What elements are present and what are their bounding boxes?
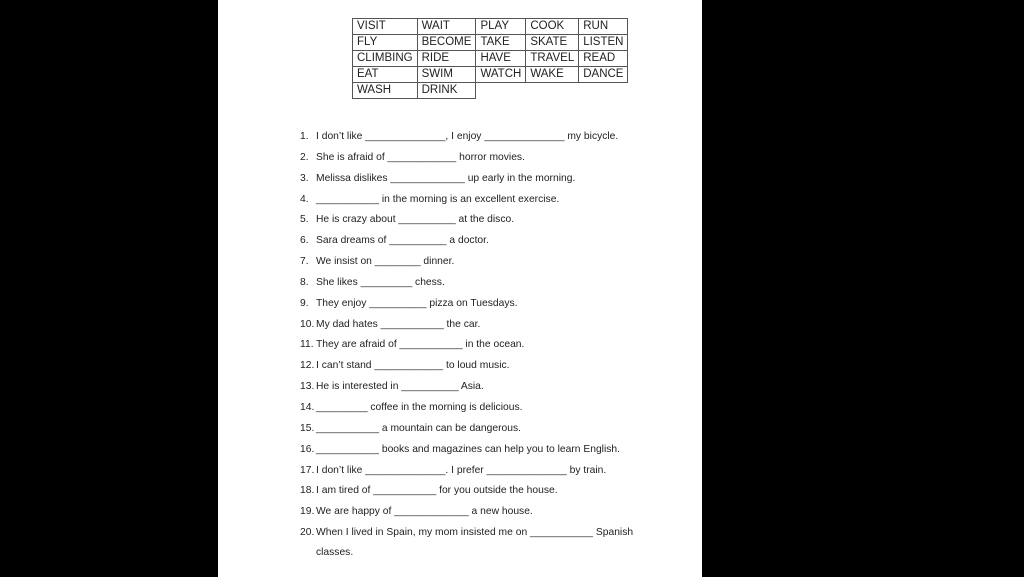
- question-number: 15.: [300, 422, 315, 434]
- word-bank-empty-cell: [476, 83, 628, 99]
- question-text: They enjoy __________ pizza on Tuesdays.: [316, 297, 518, 309]
- question-text: I don’t like ______________, I enjoy ______________ my bicycle.: [316, 131, 619, 142]
- word-bank-cell: WAIT: [417, 19, 476, 35]
- question-text: She is afraid of ____________ horror movies.: [316, 151, 525, 163]
- question-text: I don’t like ______________. I prefer ______________ by train.: [316, 464, 607, 476]
- word-bank-cell: VISIT: [353, 19, 418, 35]
- question-number: 19.: [300, 506, 315, 518]
- question-item: [300, 440, 660, 461]
- question-text: We insist on ________ dinner.: [316, 256, 455, 268]
- question-number: 16.: [300, 443, 315, 455]
- question-list: [300, 127, 660, 544]
- word-bank-cell: DRINK: [417, 83, 476, 99]
- word-bank-cell: WAKE: [526, 67, 579, 83]
- question-number: 4.: [300, 193, 309, 205]
- question-item: [300, 273, 660, 294]
- word-bank-cell: RUN: [579, 19, 628, 35]
- word-bank-cell: HAVE: [476, 51, 526, 67]
- question-number: 2.: [300, 151, 309, 163]
- question-number: 17.: [300, 464, 315, 476]
- question-text: Sara dreams of __________ a doctor.: [316, 235, 489, 247]
- word-bank-row: [353, 83, 628, 99]
- question-item: [300, 315, 660, 336]
- question-item: [300, 356, 660, 377]
- word-bank-cell: RIDE: [417, 51, 476, 67]
- question-number: 8.: [300, 276, 309, 288]
- question-item: [300, 127, 660, 148]
- question-number: 14.: [300, 401, 315, 413]
- question-text: ___________ a mountain can be dangerous.: [316, 422, 521, 434]
- word-bank-cell: WASH: [353, 83, 418, 99]
- question-item: [300, 377, 660, 398]
- word-bank-cell: EAT: [353, 67, 418, 83]
- question-text: Melissa dislikes _____________ up early in the morning.: [316, 172, 576, 184]
- word-bank-row: [353, 67, 628, 83]
- word-bank-row: [353, 19, 628, 35]
- question-number: 7.: [300, 256, 309, 268]
- word-bank-cell: BECOME: [417, 35, 476, 51]
- worksheet-page: [218, 0, 702, 577]
- question-text: When I lived in Spain, my mom insisted me on ___________ Spanish: [316, 527, 634, 539]
- question-item: [300, 210, 660, 231]
- question-text: ___________ books and magazines can help you to learn English.: [316, 443, 620, 455]
- question-item: [300, 190, 660, 211]
- question-number: 12.: [300, 360, 315, 372]
- question-item: [300, 252, 660, 273]
- word-bank-cell: PLAY: [476, 19, 526, 35]
- question-text: ___________ in the morning is an excellent exercise.: [316, 193, 560, 205]
- question-item: [300, 502, 660, 523]
- question-text: _________ coffee in the morning is delicious.: [316, 401, 523, 413]
- question-number: 11.: [300, 339, 314, 351]
- word-bank-cell: TAKE: [476, 35, 526, 51]
- question-item: [300, 461, 660, 482]
- question-item: [300, 419, 660, 440]
- question-text: He is crazy about __________ at the disco.: [316, 214, 515, 226]
- question-item: [300, 523, 660, 544]
- question-number: 3.: [300, 172, 309, 184]
- word-bank-cell: DANCE: [579, 67, 628, 83]
- question-number: 9.: [300, 297, 309, 309]
- question-item: [300, 231, 660, 252]
- word-bank-row: [353, 35, 628, 51]
- question-text: He is interested in __________ Asia.: [316, 381, 484, 393]
- word-bank-cell: WATCH: [476, 67, 526, 83]
- question-item: [300, 148, 660, 169]
- word-bank-row: [353, 51, 628, 67]
- question-text: They are afraid of ___________ in the ocean.: [316, 339, 525, 351]
- question-item: [300, 169, 660, 190]
- word-bank-cell: LISTEN: [579, 35, 628, 51]
- question-number: 18.: [300, 485, 315, 497]
- question-number: 5.: [300, 214, 309, 226]
- word-bank-cell: READ: [579, 51, 628, 67]
- question-text: She likes _________ chess.: [316, 276, 445, 288]
- question-text: My dad hates ___________ the car.: [316, 318, 481, 330]
- word-bank-cell: SKATE: [526, 35, 579, 51]
- question-item: [300, 481, 660, 502]
- question-number: 6.: [300, 235, 309, 247]
- word-bank-cell: TRAVEL: [526, 51, 579, 67]
- question-item: [300, 335, 660, 356]
- question-20-continuation: classes.: [316, 547, 354, 558]
- question-item: [300, 294, 660, 315]
- question-number: 1.: [300, 131, 309, 142]
- question-number: 20.: [300, 527, 315, 539]
- word-bank-cell: SWIM: [417, 67, 476, 83]
- question-number: 13.: [300, 381, 315, 393]
- question-item: [300, 398, 660, 419]
- question-number: 10.: [300, 318, 315, 330]
- question-text: I can’t stand ____________ to loud music.: [316, 360, 510, 372]
- word-bank-cell: FLY: [353, 35, 418, 51]
- word-bank-cell: COOK: [526, 19, 579, 35]
- question-text: We are happy of _____________ a new house.: [316, 506, 533, 518]
- word-bank-cell: CLIMBING: [353, 51, 418, 67]
- question-text: I am tired of ___________ for you outside the house.: [316, 485, 558, 497]
- word-bank-table: [352, 18, 628, 99]
